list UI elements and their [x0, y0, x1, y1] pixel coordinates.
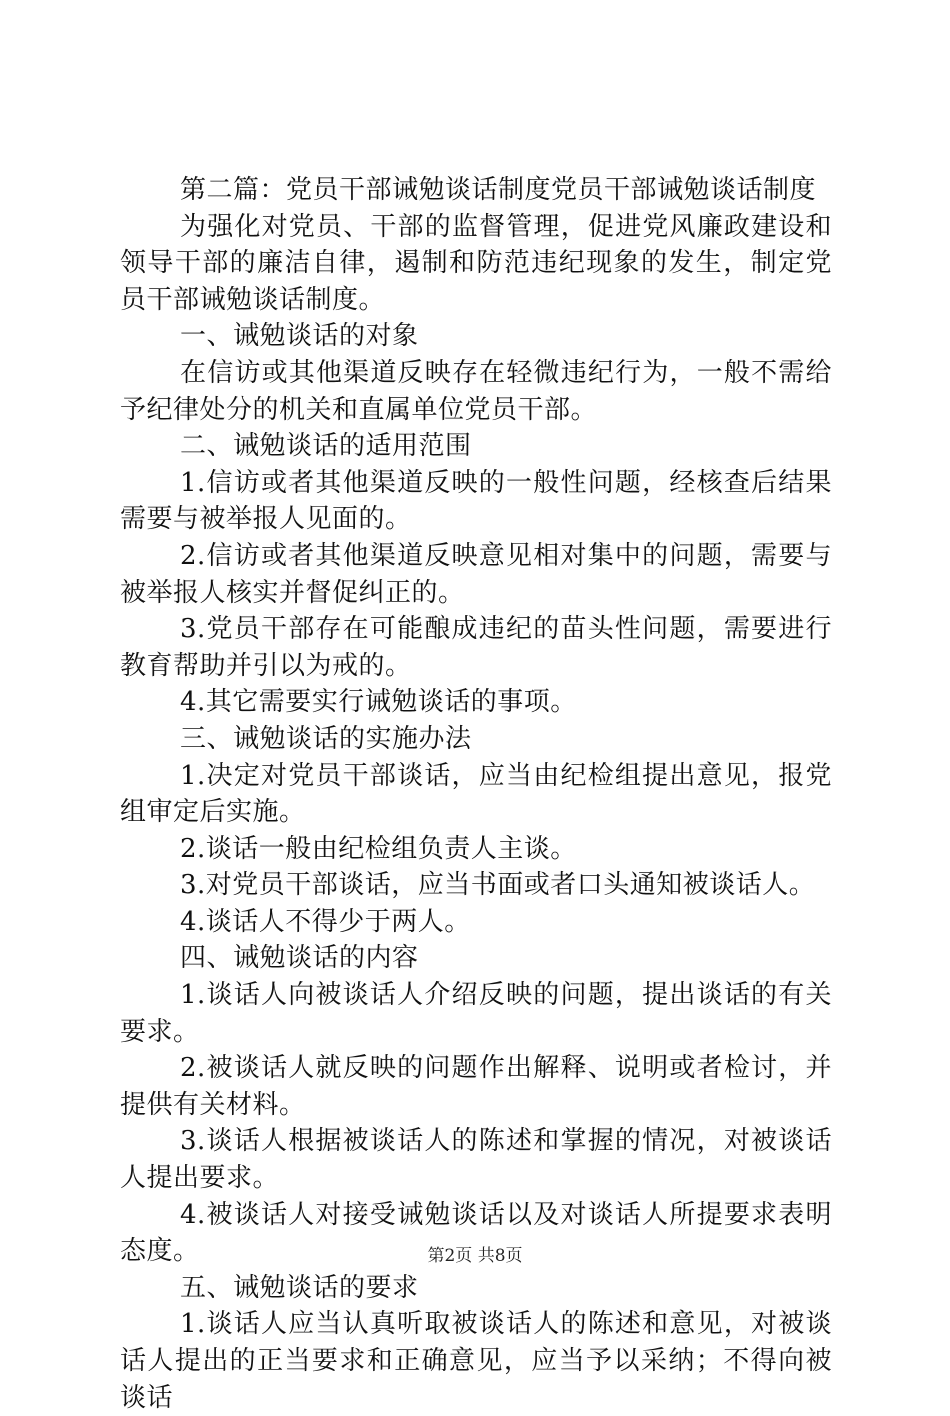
list-item: 3.谈话人根据被谈话人的陈述和掌握的情况，对被谈话人提出要求。 [120, 1126, 832, 1194]
document-body [120, 172, 832, 1416]
list-item: 1.信访或者其他渠道反映的一般性问题，经核查后结果需要与被举报人见面的。 [120, 467, 832, 535]
page-number-footer: 第2页 共8页 [427, 1246, 523, 1266]
paragraph: 在信访或其他渠道反映存在轻微违纪行为，一般不需给予纪律处分的机关和直属单位党员干部。 [120, 357, 832, 425]
section-heading-4: 四、诫勉谈话的内容 [180, 943, 419, 974]
list-item: 3.党员干部存在可能酿成违纪的苗头性问题，需要进行教育帮助并引以为戒的。 [120, 614, 832, 681]
section-heading-2: 二、诫勉谈话的适用范围 [180, 431, 472, 462]
list-item: 4.被谈话人对接受诫勉谈话以及对谈话人所提要求表明态度。 [120, 1199, 832, 1267]
list-item: 2.谈话一般由纪检组负责人主谈。 [180, 833, 577, 864]
list-item: 4.其它需要实行诫勉谈话的事项。 [180, 687, 577, 718]
list-item: 2.信访或者其他渠道反映意见相对集中的问题，需要与被举报人核实并督促纠正的。 [120, 540, 832, 608]
list-item: 1.谈话人应当认真听取被谈话人的陈述和意见，对被谈话人提出的正当要求和正确意见，应当予以采纳；不得向被谈话 [120, 1309, 832, 1413]
section-heading-1: 一、诫勉谈话的对象 [180, 321, 419, 352]
list-item: 4.谈话人不得少于两人。 [180, 906, 471, 937]
list-item: 2.被谈话人就反映的问题作出解释、说明或者检讨，并提供有关材料。 [120, 1053, 832, 1120]
list-item: 1.决定对党员干部谈话，应当由纪检组提出意见，报党组审定后实施。 [120, 760, 832, 828]
list-item: 3.对党员干部谈话，应当书面或者口头通知被谈话人。 [180, 870, 816, 901]
section-heading-5: 五、诫勉谈话的要求 [180, 1272, 419, 1303]
section-heading-3: 三、诫勉谈话的实施办法 [180, 723, 472, 754]
list-item: 1.谈话人向被谈话人介绍反映的问题，提出谈话的有关要求。 [120, 980, 832, 1047]
document-title: 第二篇：党员干部诫勉谈话制度党员干部诫勉谈话制度 [180, 175, 817, 205]
paragraph-intro: 为强化对党员、干部的监督管理，促进党风廉政建设和领导干部的廉洁自律，遏制和防范违纪现象的发生，制定党员干部诫勉谈话制度。 [120, 211, 832, 315]
